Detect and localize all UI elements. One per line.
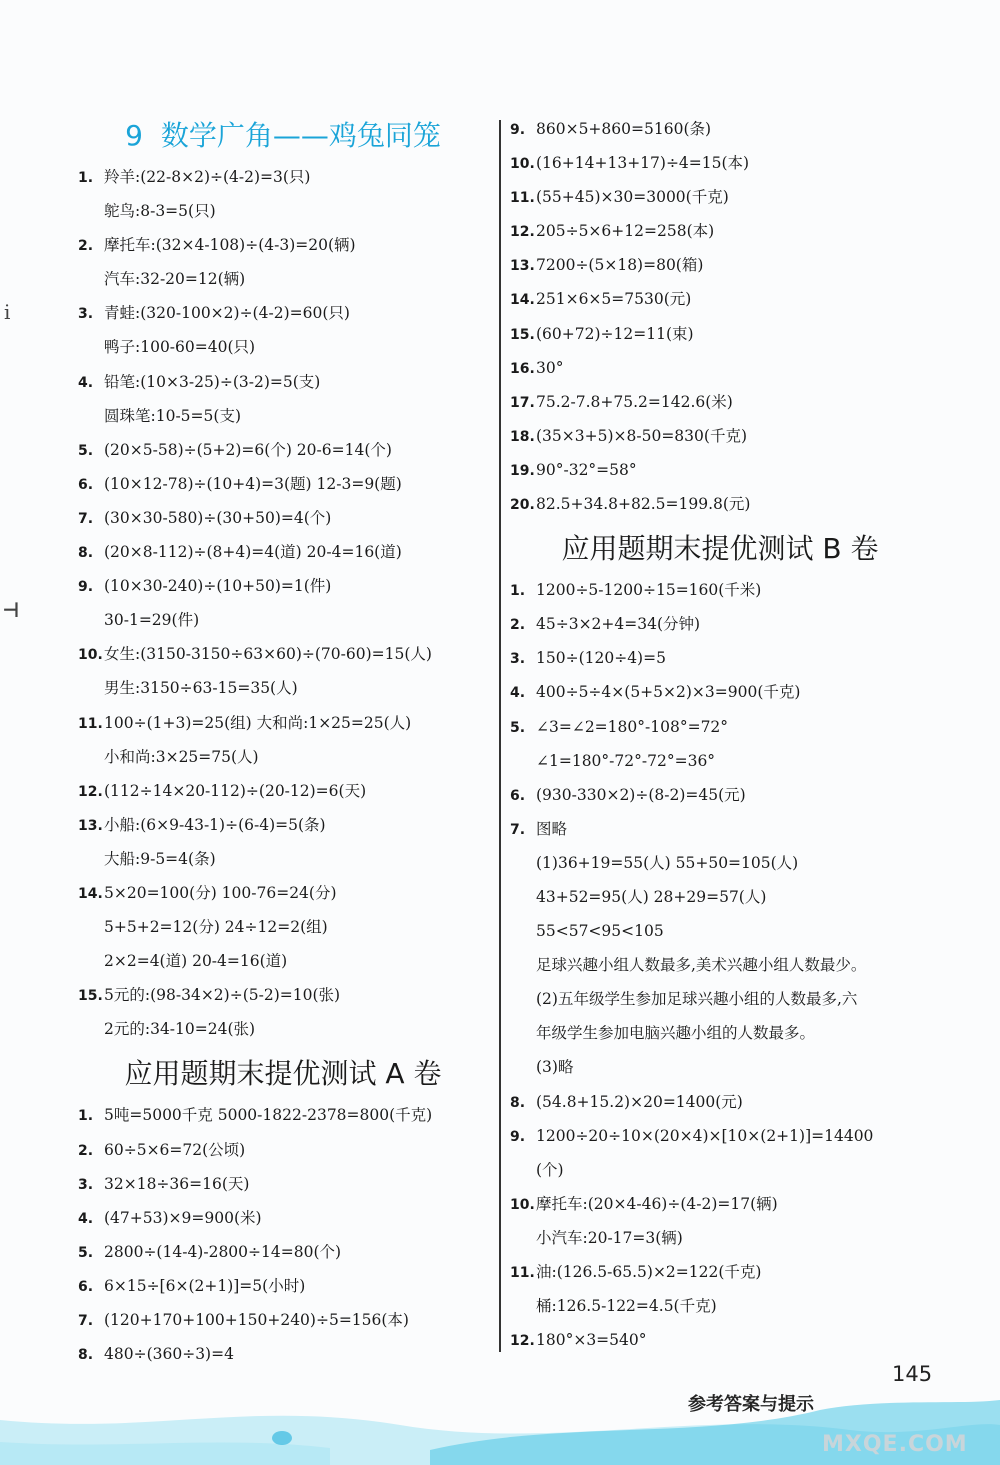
answer-text: 480÷(360÷3)=4 [104, 1345, 234, 1364]
item-number: 11. [510, 190, 535, 207]
item-number: 6. [510, 787, 526, 804]
answer-item [510, 214, 930, 248]
answer-text: 摩托车:(20×4-46)÷(4-2)=17(辆) [536, 1194, 778, 1213]
answer-item [78, 1098, 488, 1132]
item-number: 11. [78, 715, 103, 732]
item-number: 9. [78, 579, 94, 596]
answer-text: 5吨=5000千克 5000-1822-2378=800(千克) [104, 1106, 433, 1125]
answer-text: (20×8-112)÷(8+4)=4(道) 20-4=16(道) [104, 543, 402, 562]
answer-text: 足球兴趣小组人数最多,美术兴趣小组人数最少。 [536, 956, 867, 975]
item-number: 6. [78, 476, 94, 493]
answer-item [510, 778, 930, 812]
answer-text: 180°×3=540° [536, 1331, 647, 1350]
answer-text: 圆珠笔:10-5=5(支) [104, 406, 241, 425]
test-b-title: 应用题期末提优测试 B 卷 [561, 532, 879, 566]
answer-line [510, 982, 930, 1016]
answer-text: (20×5-58)÷(5+2)=6(个) 20-6=14(个) [104, 440, 392, 459]
item-number: 1. [510, 583, 526, 600]
item-number: 10. [78, 647, 103, 664]
answer-item [510, 675, 930, 709]
answer-text: ∠1=180°-72°-72°=36° [536, 751, 716, 770]
test-a-answers-continued [510, 112, 930, 521]
item-number: 2. [510, 617, 526, 634]
item-number: 10. [510, 1196, 535, 1213]
item-number: 8. [510, 1094, 526, 1111]
item-number: 5. [78, 442, 94, 459]
answer-item [78, 228, 488, 262]
answer-text: (2)五年级学生参加足球兴趣小组的人数最多,六 [536, 990, 858, 1009]
answer-text: 2800÷(14-4)-2800÷14=80(个) [104, 1242, 342, 1261]
answer-item [510, 1119, 930, 1153]
answer-text: 400÷5÷4×(5+5×2)×3=900(千克) [536, 683, 801, 702]
answer-item [510, 351, 930, 385]
footer-label: 参考答案与提示 [688, 1394, 814, 1415]
right-column [510, 112, 930, 1357]
answer-item [510, 573, 930, 607]
answer-line [78, 1012, 488, 1046]
item-number: 19. [510, 462, 535, 479]
item-number: 12. [510, 1333, 535, 1350]
answer-item [510, 453, 930, 487]
item-number: 1. [78, 1108, 94, 1125]
answer-item [78, 1201, 488, 1235]
answer-item [78, 535, 488, 569]
item-number: 17. [510, 394, 535, 411]
answer-text: 100÷(1+3)=25(组) 大和尚:1×25=25(人) [104, 713, 412, 732]
item-number: 2. [78, 238, 94, 255]
answer-text: (60+72)÷12=11(束) [536, 324, 694, 343]
item-number: 13. [510, 258, 535, 275]
answer-text: 55<57<95<105 [536, 922, 664, 941]
answer-item [78, 433, 488, 467]
answer-line [78, 910, 488, 944]
item-number: 8. [78, 1347, 94, 1364]
answer-line [510, 1221, 930, 1255]
section-number: 9 [125, 119, 143, 152]
answer-line [78, 399, 488, 433]
answer-text: 1200÷5-1200÷15=160(千米) [536, 581, 762, 600]
answer-text: 小船:(6×9-43-1)÷(6-4)=5(条) [104, 815, 326, 834]
item-number: 3. [78, 1176, 94, 1193]
answer-text: 30° [536, 358, 564, 377]
answer-text: (55+45)×30=3000(千克) [536, 188, 729, 207]
answer-item [510, 385, 930, 419]
answer-item [78, 774, 488, 808]
answer-text: 大船:9-5=4(条) [104, 849, 216, 868]
answer-item [510, 1085, 930, 1119]
answer-item [78, 569, 488, 603]
margin-mark: ⊣ [2, 598, 20, 622]
answer-text: 年级学生参加电脑兴趣小组的人数最多。 [536, 1024, 816, 1043]
answer-text: 45÷3×2+4=34(分钟) [536, 615, 701, 634]
answer-item [510, 282, 930, 316]
answer-item [78, 978, 488, 1012]
answer-text: 铅笔:(10×3-25)÷(3-2)=5(支) [104, 372, 321, 391]
answer-line [510, 1050, 930, 1084]
answer-item [510, 248, 930, 282]
answer-line [510, 846, 930, 880]
item-number: 3. [510, 651, 526, 668]
test-a-title: 应用题期末提优测试 A 卷 [124, 1057, 442, 1091]
item-number: 14. [510, 292, 535, 309]
section-title [78, 112, 488, 160]
answer-text: 摩托车:(32×4-108)÷(4-3)=20(辆) [104, 236, 356, 255]
chicken-rabbit-answers [78, 160, 488, 1046]
answer-line [78, 330, 488, 364]
answer-line [510, 1153, 930, 1187]
answer-text: (16+14+13+17)÷4=15(本) [536, 154, 750, 173]
answer-item [78, 501, 488, 535]
answer-item [510, 419, 930, 453]
answer-item [510, 1255, 930, 1289]
answer-text: 小汽车:20-17=3(辆) [536, 1228, 683, 1247]
answer-item [78, 706, 488, 740]
item-number: 10. [510, 156, 535, 173]
answer-line [78, 194, 488, 228]
answer-text: 油:(126.5-65.5)×2=122(千克) [536, 1263, 762, 1281]
item-number: 2. [78, 1142, 94, 1159]
answer-text: 2元的:34-10=24(张) [104, 1020, 256, 1039]
item-number: 12. [510, 224, 535, 241]
answer-text: 7200÷(5×18)=80(箱) [536, 256, 704, 275]
answer-text: 汽车:32-20=12(辆) [104, 270, 246, 289]
answer-line [78, 740, 488, 774]
answer-text: 青蛙:(320-100×2)÷(4-2)=60(只) [104, 304, 350, 323]
answer-text: 男生:3150÷63-15=35(人) [104, 679, 298, 698]
answer-text: 小和尚:3×25=75(人) [104, 747, 259, 766]
answer-item [78, 365, 488, 399]
answer-line [78, 944, 488, 978]
answer-item [78, 296, 488, 330]
watermark: MXQE.COM [822, 1432, 968, 1457]
answer-item [78, 1235, 488, 1269]
answer-item [78, 1133, 488, 1167]
answer-text: 251×6×5=7530(元) [536, 290, 692, 309]
answer-text: 桶:126.5-122=4.5(千克) [536, 1297, 717, 1316]
answer-text: 32×18÷36=16(天) [104, 1174, 250, 1193]
answer-line [510, 744, 930, 778]
answer-item [510, 146, 930, 180]
answer-item [510, 710, 930, 744]
item-number: 3. [78, 306, 94, 323]
answer-item [510, 317, 930, 351]
answer-text: (35×3+5)×8-50=830(千克) [536, 426, 747, 445]
answer-text: (112÷14×20-112)÷(20-12)=6(天) [104, 781, 367, 800]
item-number: 5. [78, 1244, 94, 1261]
column-divider [499, 120, 501, 1352]
item-number: 15. [510, 326, 535, 343]
answer-line [78, 262, 488, 296]
item-number: 7. [78, 1313, 94, 1329]
answer-item [78, 1269, 488, 1303]
item-number: 13. [78, 817, 103, 834]
answer-item [78, 467, 488, 501]
item-number: 6. [78, 1278, 94, 1295]
answer-text: 羚羊:(22-8×2)÷(4-2)=3(只) [104, 168, 311, 186]
answer-item [510, 641, 930, 675]
answer-text: (47+53)×9=900(米) [104, 1208, 262, 1227]
answer-text: 60÷5×6=72(公顷) [104, 1140, 246, 1159]
test-a-answers [78, 1098, 488, 1371]
answer-item [510, 112, 930, 146]
answer-line [78, 603, 488, 637]
item-number: 4. [78, 374, 94, 391]
answer-item [78, 1303, 488, 1337]
answer-text: 205÷5×6+12=258(本) [536, 222, 715, 241]
answer-text: 5×20=100(分) 100-76=24(分) [104, 883, 337, 902]
item-number: 11. [510, 1265, 535, 1281]
answer-item [78, 1337, 488, 1371]
answer-text: 女生:(3150-3150÷63×60)÷(70-60)=15(人) [104, 645, 432, 664]
item-number: 18. [510, 428, 535, 445]
answer-line [78, 671, 488, 705]
item-number: 14. [78, 885, 103, 902]
answer-text: 43+52=95(人) 28+29=57(人) [536, 887, 767, 906]
item-number: 20. [510, 497, 535, 514]
answer-item [78, 876, 488, 910]
section-title-text: 数学广角——鸡兔同笼 [160, 119, 441, 152]
answer-text: (个) [536, 1160, 564, 1179]
answer-item [78, 160, 488, 194]
item-number: 8. [78, 545, 94, 562]
answer-text: 鸭子:100-60=40(只) [104, 338, 256, 357]
answer-text: (120+170+100+150+240)÷5=156(本) [104, 1311, 409, 1329]
answer-text: (30×30-580)÷(30+50)=4(个) [104, 508, 332, 527]
answer-text: (3)略 [536, 1058, 574, 1077]
answer-item [510, 180, 930, 214]
answer-text: 90°-32°=58° [536, 460, 637, 479]
item-number: 4. [78, 1210, 94, 1227]
answer-text: (930-330×2)÷(8-2)=45(元) [536, 785, 746, 804]
item-number: 9. [510, 122, 526, 138]
answer-text: 82.5+34.8+82.5=199.8(元) [536, 495, 751, 514]
answer-text: 30-1=29(件) [104, 611, 200, 630]
item-number: 9. [510, 1128, 526, 1145]
test-b-answers [510, 573, 930, 1357]
answer-text: (10×12-78)÷(10+4)=3(题) 12-3=9(题) [104, 474, 402, 493]
item-number: 1. [78, 170, 94, 186]
answer-text: (10×30-240)÷(10+50)=1(件) [104, 577, 332, 596]
answer-text: 6×15÷[6×(2+1)]=5(小时) [104, 1276, 306, 1295]
answer-text: 鸵鸟:8-3=5(只) [104, 202, 216, 221]
answer-item [510, 1187, 930, 1221]
item-number: 5. [510, 719, 526, 736]
left-column [78, 112, 488, 1371]
answer-text: 150÷(120÷4)=5 [536, 649, 666, 668]
answer-item [510, 487, 930, 521]
answer-text: 2×2=4(道) 20-4=16(道) [104, 952, 288, 971]
answer-text: 1200÷20÷10×(20×4)×[10×(2+1)]=14400 [536, 1126, 874, 1145]
answer-text: (1)36+19=55(人) 55+50=105(人) [536, 853, 799, 872]
item-number: 7. [510, 821, 526, 838]
answer-item [510, 607, 930, 641]
answer-text: 图略 [536, 819, 568, 838]
answer-item [78, 808, 488, 842]
answer-text: ∠3=∠2=180°-108°=72° [536, 717, 729, 736]
item-number: 16. [510, 360, 535, 377]
answer-text: (54.8+15.2)×20=1400(元) [536, 1092, 743, 1111]
item-number: 7. [78, 510, 94, 527]
answer-item [78, 1167, 488, 1201]
answer-line [510, 914, 930, 948]
item-number: 15. [78, 988, 103, 1005]
answer-item [78, 637, 488, 671]
item-number: 4. [510, 685, 526, 702]
margin-mark: ⅰ [4, 300, 11, 324]
answer-text: 860×5+860=5160(条) [536, 120, 712, 138]
answer-line [78, 842, 488, 876]
answer-line [510, 948, 930, 982]
answer-text: 5+5+2=12(分) 24÷12=2(组) [104, 918, 328, 937]
page-number: 145 [892, 1362, 933, 1386]
answer-item [510, 812, 930, 846]
answer-line [510, 1016, 930, 1050]
answer-line [510, 880, 930, 914]
item-number: 12. [78, 783, 103, 800]
answer-line [510, 1289, 930, 1323]
answer-text: 75.2-7.8+75.2=142.6(米) [536, 392, 733, 411]
answer-item [510, 1323, 930, 1357]
answer-text: 5元的:(98-34×2)÷(5-2)=10(张) [104, 986, 341, 1005]
